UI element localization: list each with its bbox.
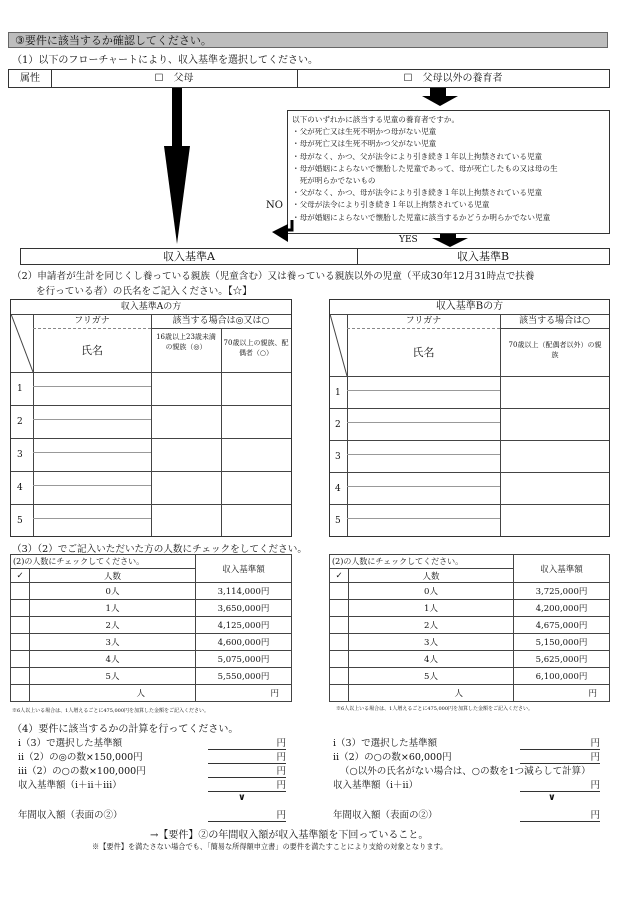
count-a-checkbox[interactable] bbox=[11, 600, 30, 617]
count-b-checkbox[interactable] bbox=[330, 668, 349, 685]
row-number: 5 bbox=[335, 516, 341, 526]
conditions-box bbox=[287, 110, 610, 234]
question-3: （3）（2）でご記入いただいた方の人数にチェックをしてください。 bbox=[12, 544, 307, 555]
condition-item: 死が明らかでないもの bbox=[292, 176, 376, 186]
annual-income-b-label: 年間収入額（表面の②） bbox=[333, 810, 438, 821]
count-a-checkbox[interactable] bbox=[11, 651, 30, 668]
arrow-down-icon bbox=[150, 88, 210, 246]
count-b-people: 4人 bbox=[349, 651, 514, 668]
table-a-col2: 70歳以上の親族、配偶者（○） bbox=[223, 339, 289, 357]
conclusion: →【要件】②の年間収入額が収入基準額を下回っていること。 bbox=[150, 830, 429, 841]
annual-income-a-input[interactable]: 円 bbox=[208, 807, 286, 822]
row-number: 5 bbox=[17, 516, 23, 526]
basis-bar bbox=[20, 248, 610, 265]
condition-item: ・父がなく、かつ、母が法令により引き続き１年以上拘禁されている児童 bbox=[292, 188, 543, 198]
count-b-checkbox[interactable] bbox=[330, 685, 349, 702]
count-a-people: 1人 bbox=[30, 600, 196, 617]
count-b-amount-input[interactable]: 円 bbox=[514, 685, 610, 702]
condition-item: ・父が死亡又は生死不明かつ母がない児童 bbox=[292, 127, 437, 137]
calc-b-total-input[interactable]: 円 bbox=[520, 777, 600, 792]
table-a-names bbox=[10, 299, 292, 537]
count-b-amount: 3,725,000円 bbox=[514, 583, 610, 600]
no-label: NO bbox=[266, 200, 283, 211]
question-1: （1）以下のフローチャートにより、収入基準を選択してください。 bbox=[12, 55, 319, 66]
count-a-amount: 4,125,000円 bbox=[196, 617, 292, 634]
count-b-people-input[interactable]: 人 bbox=[349, 685, 514, 702]
count-a-people-header: 人数 bbox=[30, 569, 196, 583]
option-parent-checkbox[interactable]: ☐ 父母 bbox=[51, 70, 298, 87]
calc-b-i-label: ⅰ（3）で選択した基準額 bbox=[333, 738, 438, 749]
count-a-people-input[interactable]: 人 bbox=[30, 685, 196, 702]
count-a-amount-header: 収入基準額 bbox=[196, 555, 292, 583]
option-other-guardian-checkbox[interactable]: ☐ 父母以外の養育者 bbox=[403, 73, 503, 84]
calc-a-iii-input[interactable]: 円 bbox=[208, 763, 286, 778]
row-number: 4 bbox=[17, 483, 23, 493]
row-number: 3 bbox=[17, 450, 23, 460]
count-a-amount: 3,114,000円 bbox=[196, 583, 292, 600]
row-number: 3 bbox=[335, 452, 341, 462]
count-a-amount-input[interactable]: 円 bbox=[196, 685, 292, 702]
row-number: 2 bbox=[335, 420, 341, 430]
count-a-people: 2人 bbox=[30, 617, 196, 634]
conditions-intro: 以下のいずれかに該当する児童の養育者ですか。 bbox=[292, 115, 460, 124]
table-b-applicable: 該当する場合は○ bbox=[500, 314, 609, 329]
count-b-amount: 4,675,000円 bbox=[514, 617, 610, 634]
row-number: 1 bbox=[17, 384, 23, 394]
table-b-names bbox=[329, 299, 610, 537]
count-a-checkbox[interactable] bbox=[11, 583, 30, 600]
condition-item: ・母が婚姻によらないで懐胎した児童に該当するかどうか明らかでない児童 bbox=[292, 212, 551, 222]
yes-label: YES bbox=[399, 235, 418, 245]
count-b-checkbox[interactable] bbox=[330, 583, 349, 600]
attribute-row bbox=[8, 69, 610, 88]
calc-a-iii-label: ⅲ（2）の○の数×100,000円 bbox=[18, 766, 146, 777]
count-a-people: 3人 bbox=[30, 634, 196, 651]
count-a-amount: 5,075,000円 bbox=[196, 651, 292, 668]
count-b-checkbox[interactable] bbox=[330, 634, 349, 651]
table-a-title: 収入基準Aの方 bbox=[11, 300, 291, 315]
calc-b-ii-label: ⅱ（2）の○の数×60,000円 bbox=[333, 752, 452, 763]
check-icon: ✓ bbox=[330, 569, 349, 583]
count-a-checkbox[interactable] bbox=[11, 617, 30, 634]
basis-b-label: 収入基準B bbox=[456, 250, 510, 263]
calc-a-ii-input[interactable]: 円 bbox=[208, 749, 286, 764]
table-b-name-header: 氏名 bbox=[412, 346, 435, 359]
count-b-note: ※6人以上いる場合は、1人増えるごとに475,000円を加算した金額をご記入ください。 bbox=[336, 706, 534, 712]
condition-item: ・父母が法令により引き続き１年以上拘禁されている児童 bbox=[292, 200, 490, 210]
calc-a-total-input[interactable]: 円 bbox=[208, 777, 286, 792]
count-b-people: 1人 bbox=[349, 600, 514, 617]
table-b-title: 収入基準Bの方 bbox=[330, 300, 609, 315]
diagonal-line bbox=[11, 314, 33, 372]
basis-a-label: 収入基準A bbox=[21, 249, 358, 264]
count-a-checkbox[interactable] bbox=[11, 668, 30, 685]
count-a-people: 0人 bbox=[30, 583, 196, 600]
calc-b-note: （○以外の氏名がない場合は、○の数を1つ減らして計算） bbox=[340, 766, 591, 777]
gte-icon: ∨ bbox=[238, 792, 246, 803]
count-table-b bbox=[329, 554, 610, 702]
check-icon: ✓ bbox=[11, 569, 30, 583]
row-number: 1 bbox=[335, 388, 341, 398]
count-a-people: 5人 bbox=[30, 668, 196, 685]
count-b-checkbox[interactable] bbox=[330, 600, 349, 617]
row-number: 2 bbox=[17, 417, 23, 427]
count-a-hint: (2)の人数にチェックしてください。 bbox=[11, 555, 196, 569]
row-number: 4 bbox=[335, 484, 341, 494]
count-b-amount-header: 収入基準額 bbox=[514, 555, 610, 583]
condition-item: ・母が婚姻によらないで懐胎した児童であって、母が死亡したもの又は母の生 bbox=[292, 163, 558, 173]
count-a-people: 4人 bbox=[30, 651, 196, 668]
count-b-checkbox[interactable] bbox=[330, 617, 349, 634]
count-a-amount: 3,650,000円 bbox=[196, 600, 292, 617]
table-a-applicable: 該当する場合は◎又は○ bbox=[151, 314, 291, 329]
calc-b-ii-input[interactable]: 円 bbox=[520, 749, 600, 764]
count-b-people: 5人 bbox=[349, 668, 514, 685]
count-b-hint: (2)の人数にチェックしてください。 bbox=[330, 555, 514, 569]
count-b-people: 0人 bbox=[349, 583, 514, 600]
count-b-people: 3人 bbox=[349, 634, 514, 651]
question-4: （4）要件に該当するかの計算を行ってください。 bbox=[12, 724, 239, 735]
attribute-label: 属性 bbox=[9, 70, 52, 87]
question-2-line1: （2）申請者が生計を同じくし養っている親族（児童含む）又は養っている親族以外の児童（平成30年12月31時点で扶養 bbox=[12, 271, 535, 282]
table-a-col1: 16歳以上23歳未満の親族（◎） bbox=[156, 333, 216, 351]
count-a-amount: 5,550,000円 bbox=[196, 668, 292, 685]
calc-a-i-input[interactable]: 円 bbox=[208, 735, 286, 750]
section-header: ③要件に該当するか確認してください。 bbox=[8, 32, 608, 48]
gte-icon: ∨ bbox=[548, 792, 556, 803]
count-table-a bbox=[10, 554, 292, 702]
footnote: ※【要件】を満たさない場合でも、「簡易な所得額申立書」の要件を満たすことにより支給の対象となります。 bbox=[92, 842, 448, 851]
table-b-col1: 70歳以上（配偶者以外）の親族 bbox=[508, 341, 602, 359]
annual-income-b-input[interactable]: 円 bbox=[520, 807, 600, 822]
table-a-furigana: フリガナ bbox=[74, 316, 110, 326]
count-a-checkbox[interactable] bbox=[11, 634, 30, 651]
calc-a-total-label: 収入基準額（ⅰ＋ⅱ＋ⅲ） bbox=[18, 780, 122, 791]
calc-a-ii-label: ⅱ（2）の◎の数×150,000円 bbox=[18, 752, 143, 763]
count-a-checkbox[interactable] bbox=[11, 685, 30, 702]
arrow-yes-icon bbox=[432, 234, 472, 248]
count-b-checkbox[interactable] bbox=[330, 651, 349, 668]
count-b-amount: 5,625,000円 bbox=[514, 651, 610, 668]
condition-item: ・母がなく、かつ、父が法令により引き続き１年以上拘禁されている児童 bbox=[292, 151, 543, 161]
annual-income-a-label: 年間収入額（表面の②） bbox=[18, 810, 123, 821]
count-b-amount: 6,100,000円 bbox=[514, 668, 610, 685]
count-a-amount: 4,600,000円 bbox=[196, 634, 292, 651]
arrow-no-icon bbox=[268, 220, 308, 250]
calc-b-total-label: 収入基準額（ⅰ＋ⅱ） bbox=[333, 780, 419, 791]
table-a-name-header: 氏名 bbox=[81, 344, 103, 357]
table-b-furigana: フリガナ bbox=[405, 316, 442, 326]
question-2-line2: を行っている者）の氏名をご記入ください。【☆】 bbox=[36, 286, 252, 297]
calc-a-i-label: ⅰ（3）で選択した基準額 bbox=[18, 738, 123, 749]
diagonal-line bbox=[330, 314, 347, 376]
count-b-amount: 4,200,000円 bbox=[514, 600, 610, 617]
count-b-amount: 5,150,000円 bbox=[514, 634, 610, 651]
arrow-down-small-icon bbox=[422, 88, 462, 108]
count-b-people-header: 人数 bbox=[349, 569, 514, 583]
condition-item: ・母が死亡又は生死不明かつ父がない児童 bbox=[292, 139, 437, 149]
count-b-people: 2人 bbox=[349, 617, 514, 634]
calc-b-i-input[interactable]: 円 bbox=[520, 735, 600, 750]
count-a-note: ※6人以上いる場合は、1人増えるごとに475,000円を加算した金額をご記入ください。 bbox=[12, 708, 210, 714]
